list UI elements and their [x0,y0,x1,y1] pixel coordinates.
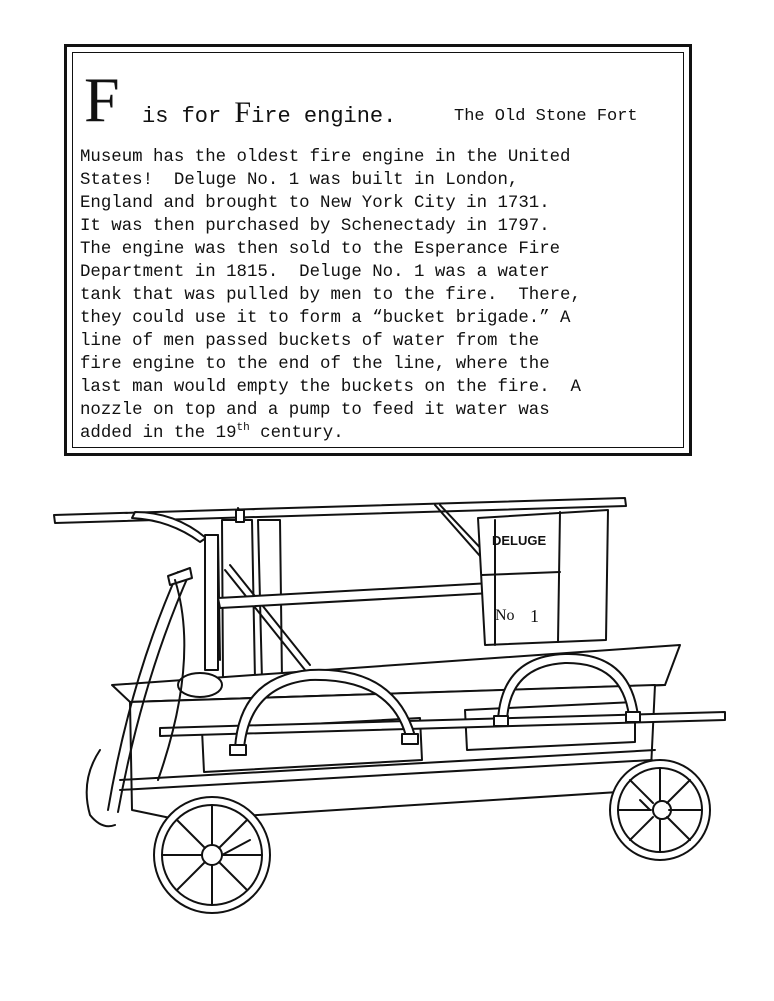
wheel-rear [610,760,710,860]
body-line: last man would empty the buckets on the fire. A [80,378,581,397]
heading-title [142,98,396,132]
number-label-num: 1 [530,606,539,626]
heading-word: ire engine. [251,104,397,129]
body-line: It was then purchased by Schenectady in 1797. [80,217,550,236]
body-line: States! Deluge No. 1 was built in London, [80,171,519,190]
body-line: nozzle on top and a pump to feed it water was [80,401,550,420]
fire-engine-illustration [40,480,740,950]
body-line-last [80,422,581,445]
heading-tail: The Old Stone Fort [454,107,638,126]
last-line-before: added in the 19 [80,424,237,443]
superscript-th: th [236,422,250,434]
body-line: they could use it to form a “bucket brigade.” A [80,309,571,328]
body-line: England and brought to New York City in 1731. [80,194,550,213]
tank-box [478,510,608,645]
tank-label: DELUGE [492,533,547,548]
heading-prefix: is for [142,104,235,129]
last-line-after: century. [249,424,344,443]
body-text [80,146,581,445]
body-line: The engine was then sold to the Esperance Fire [80,240,561,259]
body-line: line of men passed buckets of water from the [80,332,540,351]
front-post [205,535,218,670]
body-line: tank that was pulled by men to the fire. There, [80,286,581,305]
body-line: Museum has the oldest fire engine in the United [80,148,571,167]
small-wheel [87,750,115,826]
number-label-no: No [495,607,515,624]
drop-cap: F [84,64,120,135]
wheel-front [154,797,270,913]
body-line: Department in 1815. Deluge No. 1 was a water [80,263,550,282]
heading-fire-cap: F [234,96,252,129]
bucket [178,673,222,697]
heading [84,64,684,135]
body-line: fire engine to the end of the line, where the [80,355,550,374]
